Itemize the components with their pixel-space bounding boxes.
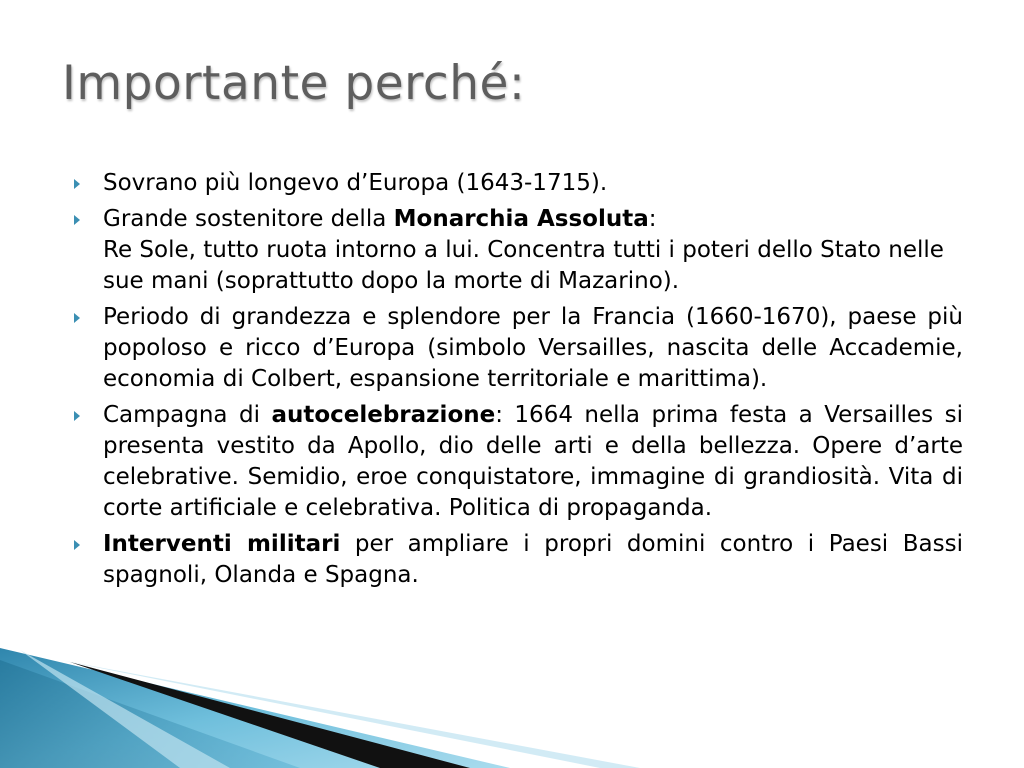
bullet-continuation: Re Sole, tutto ruota intorno a lui. Concentra tutti i poteri dello Stato nelle sue mani (soprattutto dopo la morte di Mazarino).	[103, 237, 944, 294]
list-item	[74, 204, 963, 297]
bullet-list	[74, 168, 963, 596]
bullet-text: Grande sostenitore della	[103, 206, 394, 232]
bullet-text: per ampliare i propri domini contro i Paesi Bassi spagnoli, Olanda e Spagna.	[103, 531, 963, 588]
bullet-text: Sovrano più longevo d’Europa (1643-1715).	[103, 170, 608, 196]
decorative-band	[0, 600, 1024, 768]
bullet-bold-text: Interventi militari	[103, 531, 341, 557]
bullet-bold-text: Monarchia Assoluta	[393, 206, 649, 232]
bullet-text: :	[648, 206, 657, 232]
triangle-right-icon	[74, 215, 80, 225]
slide-title: Importante perché:	[62, 56, 526, 111]
list-item	[74, 529, 963, 591]
bullet-text: Campagna di	[103, 402, 272, 428]
bullet-text: Periodo di grandezza e splendore per la Francia (1660-1670), paese più popoloso e ricco d’Europa (simbolo Versailles, nascita delle Accademie, economia di Colbert, espansione territoriale e marittima).	[103, 304, 963, 392]
bullet-bold-text: autocelebrazione	[271, 402, 496, 428]
list-item	[74, 400, 963, 524]
list-item	[74, 302, 963, 395]
bullet-text: : 1664 nella prima festa a Versailles si presenta vestito da Apollo, dio delle arti e della bellezza. Opere d’arte celebrative. Semidio, eroe conquistatore, immagine di grandiosità. Vita di corte artificiale e celebrativa. Politica di propaganda.	[103, 402, 963, 521]
triangle-right-icon	[74, 179, 80, 189]
list-item	[74, 168, 963, 199]
triangle-right-icon	[74, 411, 80, 421]
triangle-right-icon	[74, 313, 80, 323]
triangle-right-icon	[74, 540, 80, 550]
